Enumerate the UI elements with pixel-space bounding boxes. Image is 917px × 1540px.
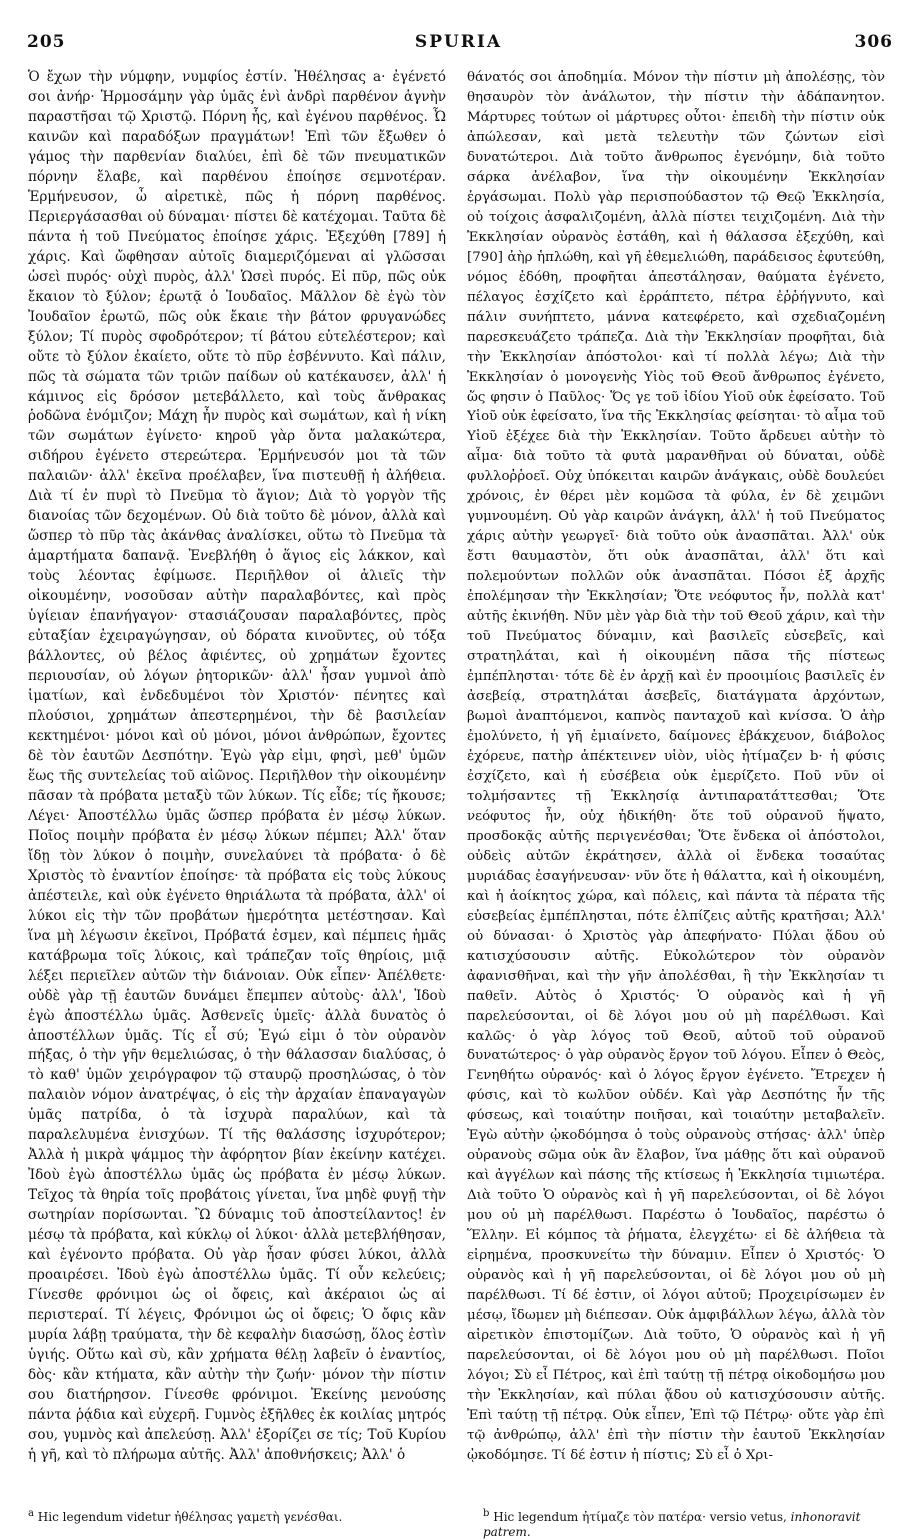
page-header [0,32,917,56]
left-page-number: 205 [27,32,66,52]
footnote-a-latin: Hic legendum videtur [37,1510,171,1524]
footnote-b-rest: versio vetus, [709,1510,787,1524]
footnote-a [28,1506,446,1525]
footnote-a-marker: a [28,1508,34,1519]
right-column [467,68,885,1478]
right-page-number: 306 [854,32,893,52]
left-column-text: Ὁ ἔχων τὴν νύμφην, νυμφίος ἐστίν. Ἠθέλησας a· ἐγένετό σοι ἀνήρ· Ἡρμοσάμην γὰρ ὑμᾶς ἑνὶ ἀνδρὶ παρθένον ἁγνὴν παραστῆσαι τῷ Χριστῷ. Πόρνη ἧς, καὶ ἐγένου παρθένος. Ὦ καινῶν καὶ παραδόξων πραγμάτων! Ἐπὶ τῶν ἔξωθεν ὁ γάμος τὴν παρθενίαν διαλύει, ἐπὶ δὲ τῶν πνευματικῶν πόρνην ἔλαβε, καὶ παρθένου ἐποίησε σεμνοτέραν. Ἑρμήνευσον, ὦ αἱρετικὲ, πῶς ἡ πόρνη παρθένος. Περιεργάσασθαι οὐ δύναμαι· πίστει δὲ κατέχομαι. Ταῦτα δὲ πάντα ἡ τοῦ Πνεύματος ἐποίησε χάρις. Ἐξεχύθη [789] ἡ χάρις. Καὶ ὤφθησαν αὐτοῖς διαμεριζόμεναι αἱ γλῶσσαι ὡσεὶ πυρός· οὐχὶ πυρὸς, ἀλλ' Ὡσεὶ πυρός. Εἰ πῦρ, πῶς οὐκ ἔκαιον τὸ ξύλον; ἐρωτᾷ ὁ Ἰουδαῖος. Μᾶλλον δὲ ἐγὼ τὸν Ἰουδαῖον ἐρωτῶ, πῶς οὐκ ἔκαιε τὴν βάτον φρυγανώδες ξύλον; Τί πυρὸς σφοδρότερον; τί βάτου εὐτελέστερον; καὶ οὔτε τὸ ξύλον ἐκαίετο, οὔτε τὸ πῦρ ἐσβέννυτο. Καὶ πάλιν, πῶς τὰ σώματα τῶν τριῶν παίδων οὐ κατέκαυσεν, ἀλλ' ἡ κάμινος εἰς δρόσον μετεβάλλετο, καὶ τοὺς ἄνθρακας ῥοδῶνα ἐνόμιζον; Μάχη ἦν πυρὸς καὶ σωμάτων, καὶ ἡ νίκη τῶν σωμάτων ἐγίνετο· κηροῦ γὰρ ὄντα μαλακώτερα, σιδήρου ἐγένετο στερεώτερα. Ἑρμήνευσόν μοι τὰ τῶν παλαιῶν· ἀλλ' ἐκεῖνα προέλαβεν, ἵνα πιστευθῇ ἡ ἀλήθεια. Διὰ τί ἐν πυρὶ τὸ Πνεῦμα τὸ ἅγιον; Διὰ τὸ γοργὸν τῆς διανοίας τῶν δεχομένων. Οὐ διὰ τοῦτο δὲ μόνον, ἀλλὰ καὶ ὥσπερ τὸ πῦρ τὰς ἀκάνθας ἀναλίσκει, οὕτω τὸ Πνεῦμα τὰ ἁμαρτήματα δαπανᾷ. Ἐνεβλήθη ὁ ἅγιος εἰς λάκκον, καὶ τοὺς λέοντας ἐφίμωσε. Περιῆλθον οἱ ἁλιεῖς τὴν οἰκουμένην, νοσοῦσαν αὐτὴν παραλαβόντες, καὶ πρὸς ὑγίειαν ἐπανήγαγον· στασιάζουσαν παραλαβόντες, πρὸς εὐταξίαν ἐχειραγώγησαν, οὐ δόρατα κινοῦντες, οὐ τόξα βάλλοντες, οὐ βέλος ἀφιέντες, οὐ χρημάτων ἔχοντες περιουσίαν, οὐ λόγων ῥητορικῶν· ἀλλ' ἦσαν γυμνοὶ ἀπὸ ἱματίων, καὶ ἐνδεδυμένοι τὸν Χριστόν· πένητες καὶ πλούσιοι, χρημάτων ἀπεστερημένοι, τὴν δὲ βασιλείαν κεκτημένοι· μόνοι καὶ οὐ μόνοι, μόνοι ἀνθρώπων, ἔχοντες δὲ τὸν ἑαυτῶν Δεσπότην. Ἐγὼ γὰρ εἰμι, φησὶ, μεθ' ὑμῶν ἕως τῆς συντελείας τοῦ αἰῶνος. Περιῆλθον τὴν οἰκουμένην πᾶσαν τὰ πρόβατα μεταξὺ τῶν λύκων. Τίς εἶδε; τίς ἤκουσε; Λέγει· Ἀποστέλλω ὑμᾶς ὥσπερ πρόβατα ἐν μέσῳ λύκων. Ποῖος ποιμὴν πρόβατα ἐν μέσῳ λύκων πέμπει; Ἀλλ' ὅταν ἴδῃ τὸν λύκον ὁ ποιμὴν, συνελαύνει τὰ πρόβατα· ὁ δὲ Χριστὸς τὸ ἐναντίον ἐποίησε· τὰ πρόβατα εἰς τοὺς λύκους ἀπέστειλε, καὶ οὐκ ἐγένετο θηριάλωτα τὰ πρόβατα, ἀλλ' οἱ λύκοι εἰς τὴν τῶν προβάτων ἡμερότητα μετέστησαν. Καὶ ἵνα μὴ λέγωσιν ἐκεῖνοι, Πρόβατά ἐσμεν, καὶ πέμπεις ἡμᾶς κατάβρωμα τοῖς λύκοις, καὶ τράπεζαν τοῖς θηρίοις, μιᾷ λέξει περιεῖλεν αὐτῶν τὴν διάνοιαν. Οὐκ εἶπεν· Ἀπέλθετε· οὐδὲ γὰρ τῇ ἑαυτῶν δυνάμει ἔπεμπεν αὐτοὺς· ἀλλ', Ἰδοὺ ἐγὼ ἀποστέλλω ὑμᾶς. Ἀσθενεῖς ὑμεῖς· ἀλλὰ δυνατὸς ὁ ἀποστέλλων ὑμᾶς. Τίς εἶ σύ; Ἐγώ εἰμι ὁ τὸν οὐρανὸν πήξας, ὁ τὴν γῆν θεμελιώσας, ὁ τὴν θάλασσαν διαλύσας, ὁ τὸ καθ' ὑμῶν χειρόγραφον τῷ σταυρῷ προσηλώσας, ὁ τὸν παλαιὸν νόμον ἀνατρέψας, ὁ εἰς τὴν ἀρχαίαν ἐπαναγαγὼν ὑμᾶς πατρίδα, ὁ τὰ ἰσχυρὰ παραλύων, καὶ τὰ παραλελυμένα ἐνισχύων. Τί τῆς θαλάσσης ἰσχυρότερον; Ἀλλὰ ἡ μικρὰ ψάμμος τὴν ἀφόρητον βίαν ἐκείνην κατέχει. Ἰδοὺ ἐγὼ ἀποστέλλω ὑμᾶς ὡς πρόβατα ἐν μέσῳ λύκων. Τεῖχος τὰ θηρία τοῖς προβάτοις γίνεται, ἵνα μηδὲ φυγῇ τὴν σωτηρίαν πορίσωνται. Ὢ δύναμις τοῦ ἀποστείλαντος! ἐν μέσῳ τὰ πρόβατα, καὶ κύκλῳ οἱ λύκοι· ἀλλὰ μετεβλήθησαν, καὶ ἐγένοντο πρόβατα. Οὐ γὰρ ἦσαν φύσει λύκοι, ἀλλὰ προαιρέσει. Ἰδοὺ ἐγὼ ἀποστέλλω ὑμᾶς. Τί οὖν κελεύεις; Γίνεσθε φρόνιμοι ὡς οἱ ὄφεις, καὶ ἀκέραιοι ὡς αἱ περιστεραί. Τί λέγεις, Φρόνιμοι ὡς οἱ ὄφεις; Ὁ ὄφις κἂν μυρία λάβῃ τραύματα, τὴν δὲ κεφαλὴν διασώσῃ, ὅλος ἐστὶν ὑγιής. Οὕτω καὶ σὺ, κἂν χρήματα θέλῃ λαβεῖν ὁ ἐναντίος, δὸς· κἂν κτήματα, κἂν αὐτὴν τὴν ζωήν· μόνον τὴν πίστιν σου διατήρησον. Γίνεσθε φρόνιμοι. Ἐκείνης μενούσης πάντα ῥᾴδια καὶ εὐχερῆ. Γυμνὸς ἐξῆλθες ἐκ κοιλίας μητρός σου, γυμνὸς καὶ ἀπελεύσῃ. Ἀλλ' ἐξορίζει σε τίς; Τοῦ Κυρίου ἡ γῆ, καὶ τὸ πλήρωμα αὐτῆς. Ἀλλ' ἀποθνήσκεις; Ἀλλ' ὁ [28,69,446,1463]
left-column [28,68,446,1478]
footnote-b-marker: b [483,1508,490,1519]
footnote-b-latin: Hic legendum [493,1510,579,1524]
right-column-text: θάνατός σοι ἀποδημία. Μόνον τὴν πίστιν μὴ ἀπολέσῃς, τὸν θησαυρὸν τὸν ἀνάλωτον, τὴν πίστιν τὴν ἀδάπανητον. Μάρτυρες τούτων οἱ μάρτυρες οὗτοι· ἐπειδὴ τὴν πίστιν οὐκ ἀπώλεσαν, καὶ μετὰ τελευτὴν τῶν ζώντων εἰσὶ δυνατώτεροι. Διὰ τοῦτο ἄνθρωπος ἐγενόμην, διὰ τοῦτο σάρκα ἀνέλαβον, ἵνα τὴν οἰκουμένην Ἐκκλησίαν ἐργάσωμαι. Πολὺ γὰρ περισπούδαστον τῷ Θεῷ Ἐκκλησία, οὐ τοίχοις ἀσφαλιζομένη, ἀλλὰ πίστει τειχιζομένη. Διὰ τὴν Ἐκκλησίαν οὐρανὸς ἐστάθη, καὶ ἡ θάλασσα ἐξεχύθη, καὶ [790] ἀὴρ ἡπλώθη, καὶ γῆ ἐθεμελιώθη, παράδεισος ἐφυτεύθη, νόμος ἐδόθη, προφῆται ἀπεστάλησαν, θαύματα ἐγένετο, πέλαγος ἐσχίζετο καὶ ἐρράπτετο, πέτρα ἐῤῥήγνυτο, καὶ πάλιν συνήπτετο, μάννα κατεφέρετο, καὶ σχεδιαζομένη παρεσκευάζετο τράπεζα. Διὰ τὴν Ἐκκλησίαν προφῆται, διὰ τὴν Ἐκκλησίαν ἀπόστολοι· καὶ τί πολλὰ λέγω; Διὰ τὴν Ἐκκλησίαν ὁ μονογενὴς Υἱὸς τοῦ Θεοῦ ἄνθρωπος ἐγένετο, ὥς φησιν ὁ Παῦλος· Ὅς γε τοῦ ἰδίου Υἱοῦ οὐκ ἐφείσατο. Τοῦ Υἱοῦ οὐκ ἐφείσατο, ἵνα τῆς Ἐκκλησίας φείσηται· τὸ αἷμα τοῦ Υἱοῦ ἐξέχεε διὰ τὴν Ἐκκλησίαν. Τοῦτο ἄρδευει αὐτὴν τὸ αἷμα· διὰ τοῦτο τὰ φυτὰ μαρανθῆναι οὐ δύναται, οὐδὲ φυλλοῤῥοεῖ. Οὐχ ὑπόκειται καιρῶν ἀνάγκαις, οὐδὲ δουλεύει χρόνοις, ἐν θέρει μὲν κομῶσα τὰ φύλα, ἐν δὲ χειμῶνι γυμνουμένη. Οὐ γὰρ καιρῶν ἀνάγκη, ἀλλ' ἡ τοῦ Πνεύματος χάρις αὐτὴν γεωργεῖ· διὰ τοῦτο οὐκ ἀνασπᾶται. Ἀλλ' οὐκ ἔστι θαυμαστὸν, ὅτι οὐκ ἀνασπᾶται, ἀλλ' ὅτι καὶ πολεμούντων πολλῶν οὐκ ἀνασπᾶται. Πόσοι ἐξ ἀρχῆς ἐπολέμησαν τὴν Ἐκκλησίαν; Ὅτε νεόφυτος ἦν, πολλὰ κατ' αὐτῆς ἐκινήθη. Νῦν μὲν γὰρ διὰ τὴν τοῦ Θεοῦ χάριν, καὶ τὴν τοῦ Πνεύματος δύναμιν, καὶ βασιλεῖς εὐσεβεῖς, καὶ στρατηλάται, καὶ ἡ οἰκουμένη πᾶσα τῆς πίστεως ἐμπέπλησται· τότε δὲ ἐν ἀρχῇ καὶ ἐν προοιμίοις βασιλεῖς ἐν ἀσεβείᾳ, στρατηλάται ἀσεβεῖς, διατάγματα ἀρχόντων, βωμοὶ ἀναπτόμενοι, καπνὸς πανταχοῦ καὶ κνίσσα. Ὁ ἀὴρ ἐμολύνετο, ἡ γῆ ἐμιαίνετο, δαίμονες ἐβάκχευον, διάβολος ἐχόρευε, πατὴρ ἀπέκτεινεν υἱὸν, υἱὸς ἠτίμαζεν b· ἡ φύσις ἐσχίζετο, καὶ ἡ εὐσέβεια οὐκ ἐμερίζετο. Ποῦ νῦν οἱ τολμήσαντες τῇ Ἐκκλησίᾳ ἀντιπαρατάττεσθαι; Ὅτε νεόφυτος ἦν, οὐχ ἡδικήθη· ὅτε τοῦ οὐρανοῦ ἥψατο, προσδοκᾷς αὐτῆς περιγενέσθαι; Ὅτε ἔνδεκα οἱ ἀπόστολοι, οὐδεὶς αὐτῶν ἐκράτησεν, ἀλλὰ οἱ ἕνδεκα τοσαύτας μυριάδας ἐσαγήνευσαν· νῦν ὅτε ἡ θάλαττα, καὶ ἡ οἰκουμένη, καὶ ἡ ἀοίκητος χώρα, καὶ πόλεις, καὶ πάντα τὰ πέρατα τῆς εὐσεβείας ἐμπέπλησται, πότε ἐλπίζεις αὐτῆς κρατῆσαι; Ἀλλ' οὐ δύνασαι· ὁ Χριστὸς γὰρ ἀπεφήνατο· Πύλαι ᾅδου οὐ κατισχύσουσιν αὐτῆς. Εὐκολώτερον τὸν οὐρανὸν ἀφανισθῆναι, καὶ τὴν γῆν ἀπολέσθαι, ἢ τὴν Ἐκκλησίαν τι παθεῖν. Αὐτὸς ὁ Χριστός· Ὁ οὐρανὸς καὶ ἡ γῆ παρελεύσονται, οἱ δὲ λόγοι μου οὐ μὴ παρέλθωσι. Καὶ καλῶς· ὁ γὰρ λόγος τοῦ Θεοῦ, αὐτοῦ τοῦ οὐρανοῦ δυνατώτερος· ὁ γὰρ οὐρανὸς ἔργον τοῦ λόγου. Εἶπεν ὁ Θεὸς, Γενηθήτω οὐρανός· καὶ ὁ λόγος ἔργον ἐγένετο. Ἔτρεχεν ἡ φύσις, καὶ τὸ κωλῦον οὐδέν. Καὶ γὰρ Δεσπότης ἦν τῆς φύσεως, καὶ τοιαύτην ποιῆσαι, καὶ τοιαύτην μεταβαλεῖν. Ἐγὼ αὐτὴν ᾠκοδόμησα ὁ τοὺς οὐρανοὺς στήσας· ἀλλ' ὑπὲρ οὐρανοὺς σῶμα οὐκ ἂν ἔλαβον, ἵνα μάθῃς ὅτι καὶ οὐρανοῦ καὶ ἀγγέλων καὶ πάσης τῆς κτίσεως ἡ Ἐκκλησία τιμιωτέρα. Διὰ τοῦτο Ὁ οὐρανὸς καὶ ἡ γῆ παρελεύσονται, οἱ δὲ λόγοι μου οὐ μὴ παρέλθωσι. Παρέστω ὁ Ἰουδαῖος, παρέστω ὁ Ἕλλην. Εἰ κόμπος τὰ ῥήματα, ἐλεγχέτω· εἰ δὲ ἀλήθεια τὰ εἰρημένα, προσκυνείτω τὴν δύναμιν. Εἶπεν ὁ Χριστός· Ὁ οὐρανὸς καὶ ἡ γῆ παρελεύσονται, οἱ δὲ λόγοι μου οὐ μὴ παρέλθωσι. Τί δέ ἐστιν, οἱ λόγοι αὐτοῦ; Προχειρίσωμεν ἐν μέσῳ, ἴδωμεν μὴ διέπεσαν. Οὐκ ἀμφιβάλλων λέγω, ἀλλὰ τὸν αἱρετικὸν ἐπιστομίζων. Διὰ τοῦτο, Ὁ οὐρανὸς καὶ ἡ γῆ παρελεύσονται, οἱ δὲ λόγοι μου οὐ μὴ παρέλθωσι. Ποῖοι λόγοι; Σὺ εἶ Πέτρος, καὶ ἐπὶ ταύτῃ τῇ πέτρᾳ οἰκοδομήσω μου τὴν Ἐκκλησίαν, καὶ πύλαι ᾅδου οὐ κατισχύσουσιν αὐτῆς. Ἐπὶ ταύτῃ τῇ πέτρᾳ. Οὐκ εἶπεν, Ἐπὶ τῷ Πέτρῳ· οὔτε γὰρ ἐπὶ τῷ ἀνθρώπῳ, ἀλλ' ἐπὶ τὴν πίστιν τὴν ἑαυτοῦ Ἐκκλησίαν ᾠκοδόμησε. Τί δέ ἐστιν ἡ πίστις; Σὺ εἶ ὁ Χρι- [467,70,885,1463]
footnote-b [483,1506,893,1540]
footnote-a-greek: ἠθέλησας γαμετὴ γενέσθαι. [174,1510,343,1524]
running-title: SPURIA [414,32,503,52]
footnote-b-greek: ἠτίμαζε τὸν πατέρα· [582,1510,706,1524]
footnote-b-italic: inhonoravit patrem. [483,1510,861,1539]
